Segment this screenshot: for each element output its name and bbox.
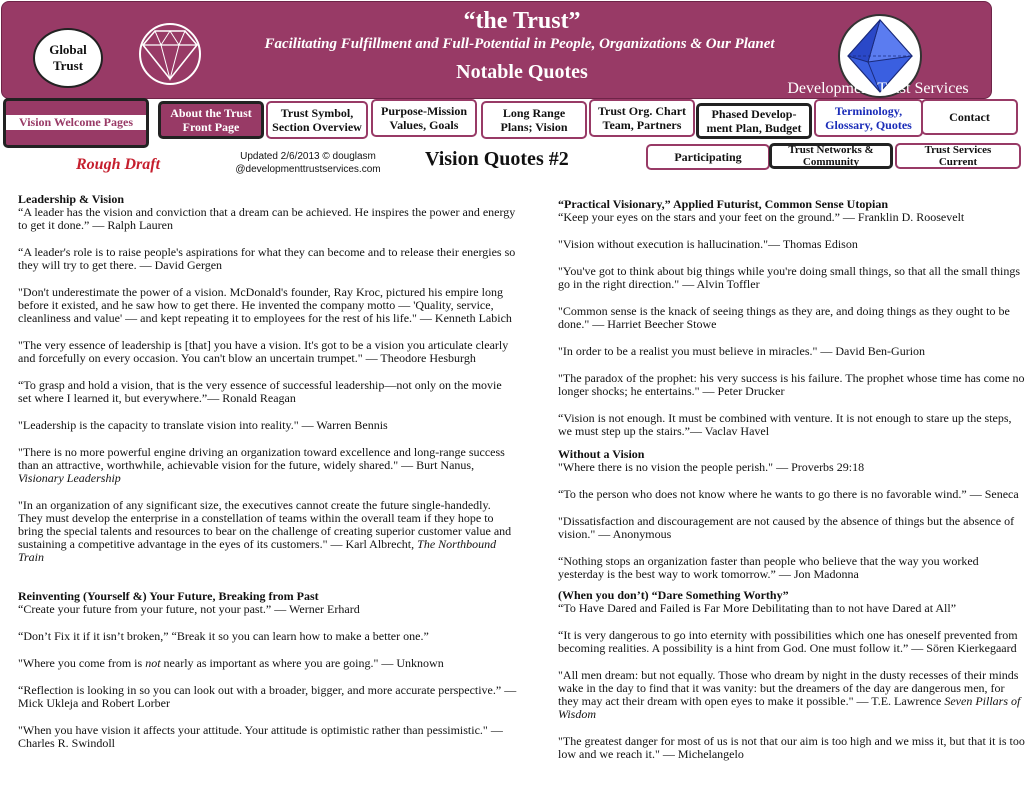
quote: "The greatest danger for most of us is not that our aim is too high and we miss it, but that it is too low and we reach it." — Michelangelo <box>558 734 1025 761</box>
nav-contact[interactable]: Contact <box>921 99 1018 135</box>
quote-text: "There is no more powerful engine driving an organization toward excellence and long-range success than an attractive, worthwhile, achievable vision for the future, widely shared." — Burt Nanus, <box>18 445 505 472</box>
nav-purpose[interactable]: Purpose-Mission Values, Goals <box>371 99 477 137</box>
quote: "The very essence of leadership is [that] you have a vision. It's got to be a vision you articulate clearly and forcefully on every occasion. You can't blow an uncertain trumpet." — Theodore Hesburgh <box>18 338 509 365</box>
left-column <box>18 193 518 750</box>
quote-text: nearly as important as where you are going." — Unknown <box>160 656 444 670</box>
site-title: “the Trust” <box>463 8 581 34</box>
nav-about[interactable]: About the Trust Front Page <box>158 101 264 139</box>
quote: "In order to be a realist you must believe in miracles." — David Ben-Gurion <box>558 344 926 358</box>
quote-text: "All men dream: but not equally. Those who dream by night in the dusty recesses of their minds wake in the day to find that it was vanity: but the dreamers of the day are dangerous men, for they may act their dream with open eyes to make it possible." — T.E. Lawrence <box>558 668 1019 708</box>
logo-line1: Global <box>49 42 87 57</box>
nav-orgchart[interactable]: Trust Org. Chart Team, Partners <box>589 99 695 137</box>
quote: “It is very dangerous to go into eternity with possibilities which one has oneself prevented from becoming realities. A possibility is a hint from God. One must follow it.” — Sören Kierkegaard <box>558 628 1018 655</box>
nav-services[interactable]: Trust Services Current <box>895 143 1021 169</box>
dts-label: Development Trust Services <box>787 80 969 97</box>
quote: "When you have vision it affects your attitude. Your attitude is optimistic rather than pessimistic." — Charles R. Swindoll <box>18 723 503 750</box>
nav-terminology[interactable]: Terminology, Glossary, Quotes <box>814 99 923 137</box>
quote: “A leader's role is to raise people's aspirations for what they can become and to release their energies so they will try to get there. — David Gergen <box>18 245 516 272</box>
quote: “To Have Dared and Failed is Far More Debilitating than to not have Dared at All” <box>558 601 957 615</box>
book-title: Visionary Leadership <box>18 471 121 485</box>
quote: “To grasp and hold a vision, that is the very essence of successful leadership—not only on the movie set where I learned it, but everywhere.”— Ronald Reagan <box>18 378 502 405</box>
quote: “A leader has the vision and conviction that a dream can be achieved. He inspires the power and energy to get it done.” — Ralph Lauren <box>18 205 516 232</box>
section-heading: “Practical Visionary,” Applied Futurist, Common Sense Utopian <box>558 197 889 211</box>
rough-draft-label: Rough Draft <box>76 156 161 173</box>
nav-vision-welcome[interactable]: Vision Welcome Pages <box>6 115 146 130</box>
quote: "Don't underestimate the power of a vision. McDonald's founder, Ray Kroc, pictured his empire long before it existed, and he saw how to get there. He invented the company motto — 'Quality, service, cleanliness and value' — and kept repeating it to employees for the rest of his life." — Kenneth Labich <box>18 285 512 325</box>
nav-phased[interactable]: Phased Develop- ment Plan, Budget <box>696 103 812 139</box>
quote: “Keep your eyes on the stars and your feet on the ground.” — Franklin D. Roosevelt <box>558 210 965 224</box>
quote-text: "Where you come from is <box>18 656 146 670</box>
quote-text: "In an organization of any significant size, the executives cannot create the future single-handedly. They must develop the enterprise in a constellation of teams within the overall team if they hope to bring the special talents and resources to bear on the challenge of creating superior customer value and sustaining a competitive advantage in the eyes of its customers." — Karl Albrecht, <box>18 498 512 551</box>
quote <box>558 669 1026 721</box>
page-title: Vision Quotes #2 <box>425 148 569 170</box>
section-heading: Reinventing (Yourself &) Your Future, Breaking from Past <box>18 589 319 603</box>
nav-personal-home[interactable] <box>6 144 146 148</box>
quote: “Don’t Fix it if it isn’t broken,” “Break it so you can learn how to make a better one.” <box>18 629 429 643</box>
emphasis: not <box>145 656 161 670</box>
book-title: The Northbound Train <box>18 537 497 564</box>
quote: "Leadership is the capacity to translate vision into reality." — Warren Bennis <box>18 418 388 432</box>
quote <box>18 499 518 564</box>
tagline: Facilitating Fulfillment and Full-Potential in People, Organizations & Our Planet <box>264 36 775 52</box>
updated-note <box>222 150 394 176</box>
nav-vision-home[interactable] <box>3 98 149 148</box>
nav-longrange[interactable]: Long Range Plans; Vision <box>481 101 587 139</box>
header-banner <box>1 1 992 99</box>
book-title: Seven Pillars of Wisdom <box>558 694 1021 721</box>
quote: "The paradox of the prophet: his very success is his failure. The prophet whose time has come no longer shocks; he entertains." — Peter Drucker <box>558 371 1025 398</box>
quote: "Where there is no vision the people perish." — Proverbs 29:18 <box>558 460 865 474</box>
quote: “To the person who does not know where he wants to go there is no favorable wind.” — Seneca <box>558 487 1019 501</box>
quote: "Common sense is the knack of seeing things as they are, and doing things as they ought to be done." — Harriet Beecher Stowe <box>558 304 1010 331</box>
section-heading: (When you don’t) “Dare Something Worthy” <box>558 588 789 602</box>
quote: “Nothing stops an organization faster than people who believe that the way you worked yesterday is the best way to work tomorrow.” — Jon Madonna <box>558 554 979 581</box>
quote <box>18 657 518 670</box>
quote: “Reflection is looking in so you can look out with a broader, bigger, and more accurate perspective.” — Mick Ukleja and Robert Lorber <box>18 683 517 710</box>
quote: "Vision without execution is hallucination."— Thomas Edison <box>558 237 858 251</box>
quote: “Vision is not enough. It must be combined with venture. It is not enough to stare up the steps, we must step up the stairs.”— Vaclav Havel <box>558 411 1012 438</box>
section-title: Notable Quotes <box>456 61 588 83</box>
quote: "You've got to think about big things while you're doing small things, so that all the small things go in the right direction." — Alvin Toffler <box>558 264 1020 291</box>
global-trust-logo[interactable] <box>33 28 103 88</box>
quote: “Create your future from your future, not your past.” — Werner Erhard <box>18 602 360 616</box>
updated-line2: @developmenttrustservices.com <box>235 164 381 175</box>
quote: "Dissatisfaction and discouragement are not caused by the absence of things but the absence of vision." — Anonymous <box>558 514 1015 541</box>
updated-line1: Updated 2/6/2013 © douglasm <box>240 151 376 162</box>
section-heading: Without a Vision <box>558 447 645 461</box>
nav-participating[interactable]: Participating <box>646 144 770 170</box>
quote <box>18 446 518 485</box>
right-column <box>558 198 1026 761</box>
nav-symbol[interactable]: Trust Symbol, Section Overview <box>266 101 368 139</box>
logo-line2: Trust <box>52 58 84 73</box>
nav-networks[interactable]: Trust Networks & Community <box>769 143 893 169</box>
section-heading: Leadership & Vision <box>18 192 125 206</box>
diamond-icon <box>133 23 207 85</box>
